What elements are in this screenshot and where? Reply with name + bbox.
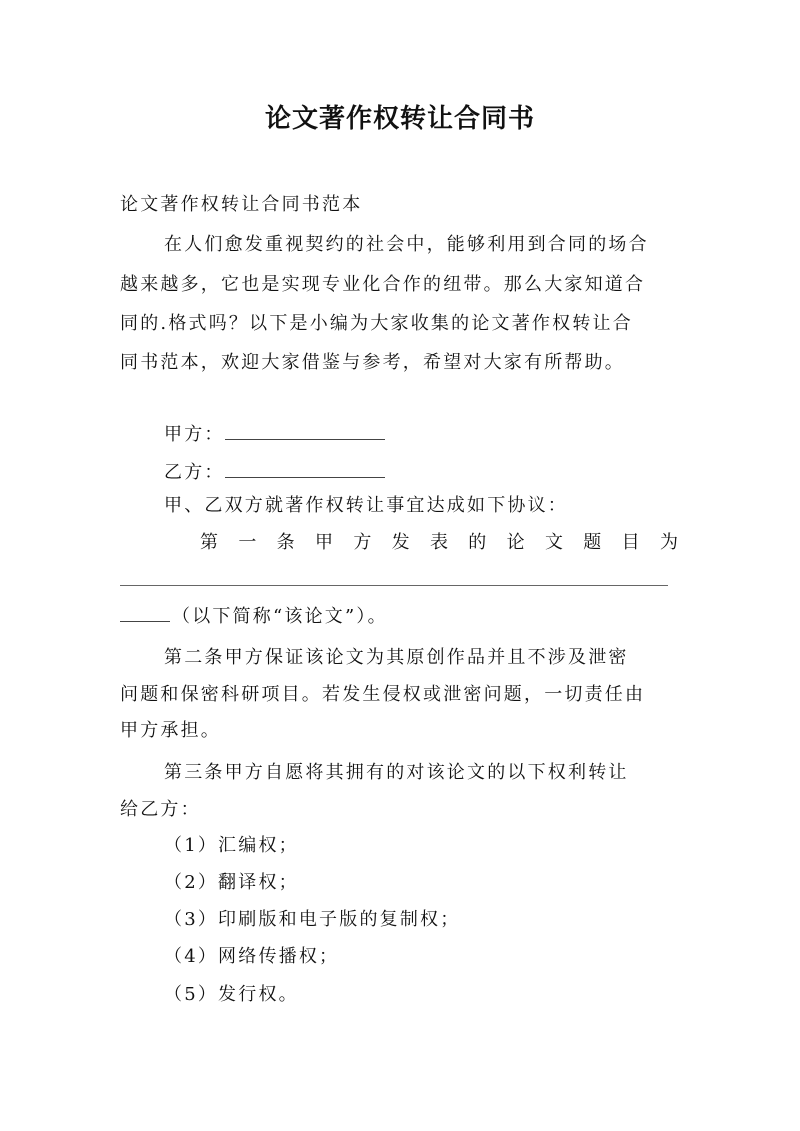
document-subtitle: 论文著作权转让合同书范本 [120,194,363,215]
article-1-heading [200,530,678,556]
intro-line-3: 同的.格式吗？以下是小编为大家收集的论文著作权转让合 [120,313,633,334]
article-3-line-1: 第三条甲方自愿将其拥有的对该论文的以下权利转让 [164,762,629,783]
party-b-blank[interactable] [225,459,385,478]
rights-item-1: （1）汇编权； [164,835,299,856]
intro-line-2: 越来越多，它也是实现专业化合作的纽带。那么大家知道合 [120,274,646,295]
article-1-short-blank[interactable] [120,603,170,622]
party-b-label: 乙方： [164,462,225,483]
article-1-char: 目 [621,532,640,553]
article-1-char: 题 [583,532,602,553]
article-1-char: 为 [659,532,678,553]
party-a-line [164,421,385,448]
article-1-char: 第 [200,532,218,553]
article-2-line-2: 问题和保密科研项目。若发生侵权或泄密问题，一切责任由 [120,684,646,705]
intro-line-1: 在人们愈发重视契约的社会中，能够利用到合同的场合 [164,234,649,255]
article-3-line-2: 给乙方： [120,799,201,820]
party-b-line [164,459,385,486]
article-1-char: 论 [506,532,525,553]
rights-item-3: （3）印刷版和电子版的复制权； [164,909,461,930]
article-1-char: 文 [544,532,563,553]
rights-item-4: （4）网络传播权； [164,946,340,967]
party-a-blank[interactable] [225,421,385,440]
document-title: 论文著作权转让合同书 [264,104,535,134]
article-1-char: 条 [276,532,295,553]
article-2-line-1: 第二条甲方保证该论文为其原创作品并且不涉及泄密 [164,647,629,668]
rights-item-5: （5）发行权。 [164,984,299,1005]
article-1-char: 表 [429,532,448,553]
article-1-tail: （以下简称“该论文”）。 [172,606,388,627]
article-1-char: 一 [238,532,257,553]
article-1-char: 甲 [314,532,333,553]
intro-line-4: 同书范本，欢迎大家借鉴与参考，希望对大家有所帮助。 [120,352,625,373]
article-1-char: 发 [391,532,410,553]
rights-item-2: （2）翻译权； [164,872,299,893]
article-1-title-blank[interactable] [120,585,668,586]
party-a-label: 甲方： [164,424,225,445]
article-2-line-3: 甲方承担。 [120,720,221,741]
agreement-intro: 甲、乙双方就著作权转让事宜达成如下协议： [164,495,568,516]
article-1-char: 方 [353,532,372,553]
article-1-char: 的 [468,532,487,553]
article-1-tail-line [120,603,388,630]
